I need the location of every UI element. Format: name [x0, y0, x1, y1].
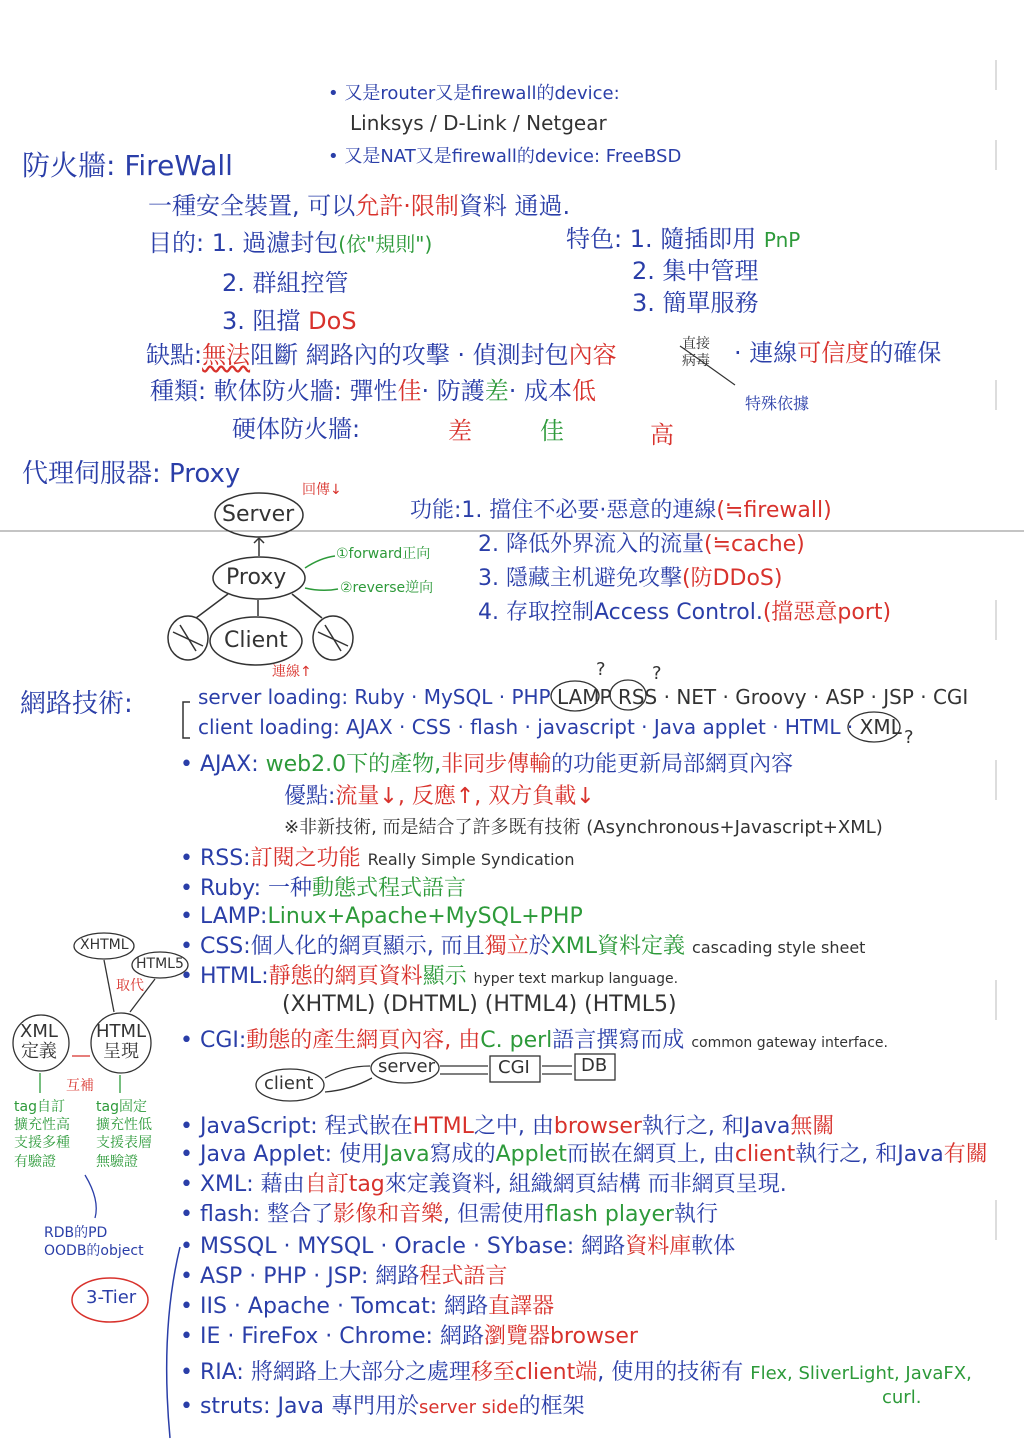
proxy-title: 代理伺服器: Proxy [22, 459, 241, 489]
cgi-cgi: CGI [498, 1057, 530, 1078]
ria-line: • RIA: 將網路上大部分之處理移至client端, 使用的技術有 Flex, SliverLight, JavaFX, [180, 1360, 972, 1385]
fw-feature-3: 3. 簡單服務 [632, 289, 759, 317]
fw-soft: 種類: 軟体防火牆: 彈性佳· 防護差· 成本低 [150, 377, 596, 405]
fw-weakness: 缺點:無法阻斷 網路內的攻擊 · 偵測封包內容 [146, 341, 617, 369]
fw-note-2: • 又是NAT又是firewall的device: FreeBSD [328, 146, 682, 167]
fw-feature-2: 2. 集中管理 [632, 257, 759, 285]
q-mark-2: ? [652, 663, 662, 684]
sb-html5: HTML5 [136, 956, 184, 972]
q-mark-3: ? [904, 727, 914, 748]
proxy-func-2: 2. 降低外界流入的流量(≒cache) [478, 532, 805, 557]
css-line: • CSS:個人化的網頁顯示, 而且獨立於XML資料定義 cascading style sheet [180, 934, 866, 959]
proxy-forward: ①forward正向 [336, 546, 431, 562]
client-loading: client loading: AJAX · CSS · flash · javascript · Java applet · HTML · XML [198, 715, 902, 739]
sb-xml-notes: tag自訂 擴充性高 支援多種 有驗證 [14, 1099, 70, 1170]
q-mark-1: ? [596, 659, 606, 680]
proxy-proxy-label: Proxy [226, 565, 287, 590]
fw-purpose-2: 2. 群組控管 [222, 269, 349, 297]
ajax-adv: 優點:流量↓, 反應↑, 双方負載↓ [284, 784, 595, 809]
fw-note-1: • 又是router又是firewall的device: [328, 83, 620, 104]
firewall-title: 防火牆: FireWall [22, 149, 233, 182]
web-title: 網路技術: [20, 689, 133, 719]
fw-feature-1: 特色: 1. 隨插即用 PnP [566, 225, 801, 253]
fw-definition: 一種安全裝置, 可以允許·限制資料 通過. [148, 192, 571, 220]
fw-weakness-arrow-note: 特殊依據 [745, 394, 810, 413]
xml-line: • XML: 藉由自訂tag來定義資料, 組織網頁結構 而非網頁呈現. [180, 1172, 787, 1197]
struts-line: • struts: Java 專門用於server side的框架 [180, 1394, 585, 1419]
fw-hard-flex: 差 [448, 417, 472, 445]
rss-line: • RSS:訂閱之功能 Really Simple Syndication [180, 846, 575, 871]
ajax-note: ※非新技術, 而是結合了許多既有技術 (Asynchronous+Javascript+XML) [284, 817, 883, 838]
fw-hard-cost: 高 [650, 421, 674, 449]
proxy-top-note: 回傳↓ [302, 482, 342, 498]
fw-weakness-side: 直接 病毒 [682, 336, 710, 369]
ajax-line: • AJAX: web2.0下的產物,非同步傳輸的功能更新局部網頁內容 [180, 752, 794, 777]
cgi-line: • CGI:動態的產生網頁內容, 由C. perl語言撰寫而成 common gateway interface. [180, 1028, 888, 1053]
fw-purpose-3: 3. 阻擋 DoS [222, 307, 357, 335]
fw-note-1-brands: Linksys / D-Link / Netgear [350, 111, 607, 135]
fw-purpose-1: 目的: 1. 過濾封包(依"規則") [148, 229, 433, 257]
iis-line: • IIS · Apache · Tomcat: 網路直譯器 [180, 1294, 555, 1319]
sb-take: 取代 [116, 978, 144, 994]
hatched-client-left [168, 616, 208, 660]
html-versions: (XHTML) (DHTML) (HTML4) (HTML5) [282, 992, 677, 1017]
sb-mutual: 互補 [66, 1078, 94, 1094]
hatched-client-right [313, 616, 353, 660]
applet-line: • Java Applet: 使用Java寫成的Applet而嵌在網頁上, 由client執行之, 和Java有關 [180, 1142, 988, 1167]
cgi-server: server [378, 1056, 435, 1077]
fw-hard-protect: 佳 [540, 417, 564, 445]
fw-weakness-2: · 連線可信度的確保 [734, 339, 942, 367]
html-line: • HTML:靜態的網頁資料顯示 hyper text markup language. [180, 964, 679, 989]
proxy-reverse: ②reverse逆向 [340, 580, 434, 596]
sb-html-notes: tag固定 擴充性低 支援表層 無驗證 [96, 1099, 152, 1170]
sb-rdb: RDB的PD OODB的object [44, 1225, 144, 1260]
proxy-bottom-note: 連線↑ [272, 664, 312, 680]
sb-xml-def: XML 定義 [20, 1021, 58, 1062]
proxy-server-label: Server [222, 502, 295, 527]
lamp-line: • LAMP:Linux+Apache+MySQL+PHP [180, 904, 583, 929]
sb-tier: 3-Tier [86, 1287, 137, 1308]
cgi-db: DB [581, 1055, 608, 1076]
asp-line: • ASP · PHP · JSP: 網路程式語言 [180, 1264, 508, 1289]
cgi-client: client [264, 1073, 314, 1094]
server-loading: server loading: Ruby · MySQL · PHP LAMP RSS · NET · Groovy · ASP · JSP · CGI [198, 685, 969, 709]
js-line: • JavaScript: 程式嵌在HTML之中, 由browser執行之, 和Java無關 [180, 1114, 835, 1139]
mssql-line: • MSSQL · MYSQL · Oracle · SYbase: 網路資料庫軟体 [180, 1234, 736, 1259]
sb-xhtml: XHTML [80, 937, 129, 953]
proxy-func-3: 3. 隱藏主机避免攻擊(防DDoS) [478, 566, 783, 591]
ie-line: • IE · FireFox · Chrome: 網路瀏覽器browser [180, 1324, 638, 1349]
ria-curl: curl. [882, 1387, 922, 1408]
ruby-line: • Ruby: 一种動態式程式語言 [180, 876, 467, 901]
flash-line: • flash: 整合了影像和音樂, 但需使用flash player執行 [180, 1202, 719, 1227]
proxy-func-1: 功能:1. 擋住不必要·惡意的連線(≒firewall) [410, 498, 832, 523]
sb-html-show: HTML 呈現 [96, 1021, 147, 1062]
proxy-client-label: Client [224, 628, 288, 653]
proxy-func-4: 4. 存取控制Access Control.(擋惡意port) [478, 600, 892, 625]
fw-hard: 硬体防火牆: [232, 415, 361, 443]
